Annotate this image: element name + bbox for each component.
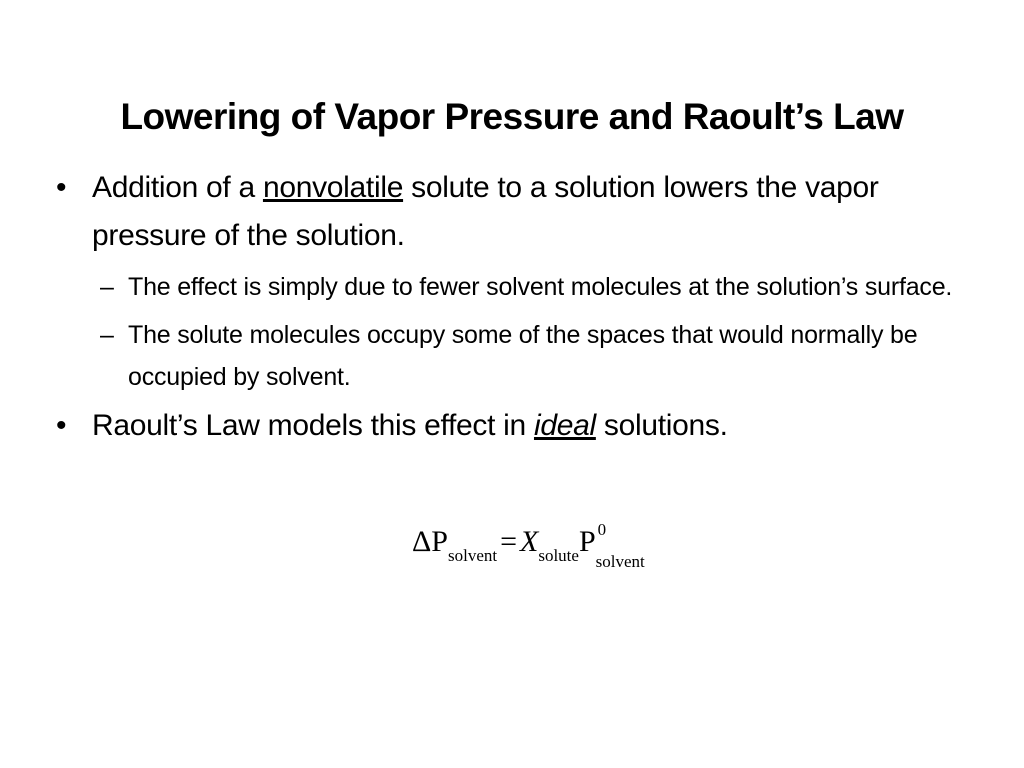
bullet-marker: • bbox=[56, 171, 67, 204]
bullet1-post: solute to a solution lowers the vapor pressure of the solution. bbox=[92, 171, 879, 252]
bullet-marker: • bbox=[56, 409, 67, 442]
formula-equals: = bbox=[500, 525, 518, 558]
bullet2-emphasis: ideal bbox=[533, 409, 596, 442]
sub1-text: The effect is simply due to fewer solvent molecules at the solution’s surface. bbox=[128, 273, 953, 301]
bullet1-emphasis: nonvolatile bbox=[262, 171, 404, 204]
slide-body bbox=[56, 164, 956, 450]
formula-x-subscript: solute bbox=[538, 546, 579, 565]
formula-p: P bbox=[578, 525, 596, 558]
bullet-raoults-law bbox=[56, 402, 956, 450]
bullet2-pre: Raoult’s Law models this effect in bbox=[92, 409, 534, 442]
formula-p-superscript: 0 bbox=[597, 520, 607, 539]
formula-lhs-subscript: solvent bbox=[447, 546, 498, 565]
bullet-nonvolatile-solute bbox=[56, 164, 956, 260]
dash-marker: – bbox=[100, 273, 114, 301]
sub2-text: The solute molecules occupy some of the spaces that would normally be occupied by solvent. bbox=[128, 321, 918, 391]
formula-x: X bbox=[520, 525, 539, 558]
bullet2-post: solutions. bbox=[595, 409, 728, 442]
slide-title: Lowering of Vapor Pressure and Raoult’s Law bbox=[120, 96, 904, 137]
subbullet-fewer-molecules bbox=[56, 266, 956, 308]
formula-p-subscript: solvent bbox=[595, 552, 645, 571]
subbullet-occupy-spaces bbox=[56, 314, 956, 398]
raoults-law-formula bbox=[412, 522, 652, 576]
dash-marker: – bbox=[100, 321, 114, 349]
bullet1-pre: Addition of a bbox=[92, 171, 263, 204]
formula-p-scripts bbox=[595, 520, 652, 571]
formula-delta-p: ΔP bbox=[412, 525, 448, 558]
